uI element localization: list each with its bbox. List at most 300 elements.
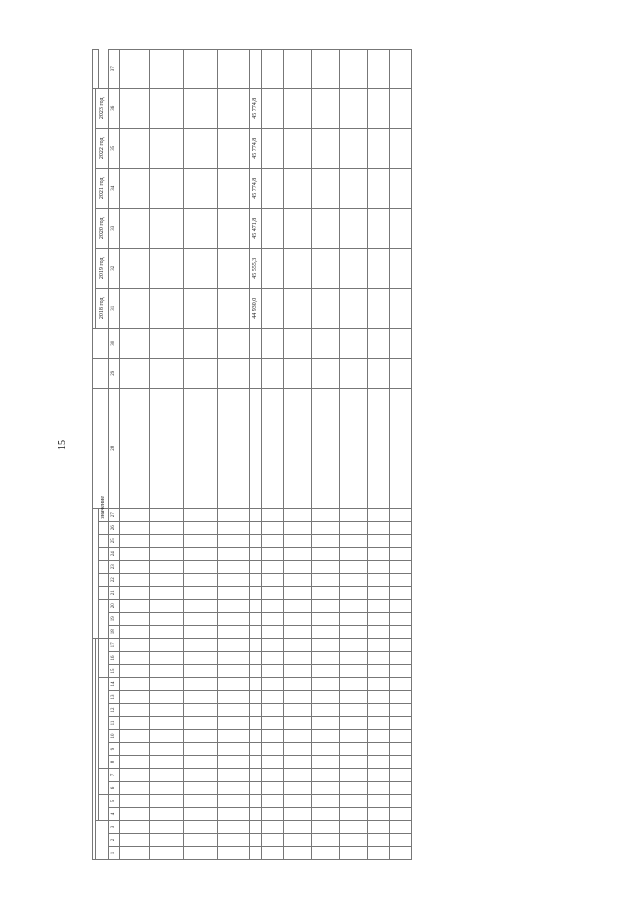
code-cell <box>150 560 184 573</box>
column-number-cell: 18 <box>109 625 120 638</box>
row-year-value-cell <box>150 168 184 208</box>
code-cell <box>262 521 284 534</box>
code-cell <box>120 599 150 612</box>
code-cell <box>368 704 390 717</box>
row-final-cell <box>284 49 312 88</box>
code-cell <box>184 782 218 795</box>
code-cell <box>184 730 218 743</box>
code-cell <box>150 821 184 834</box>
subsection-header <box>99 769 109 795</box>
row-year-value-cell <box>218 208 250 248</box>
code-cell <box>284 756 312 769</box>
code-cell <box>312 599 340 612</box>
code-cell <box>390 743 412 756</box>
row-year-value-cell <box>340 88 368 128</box>
code-cell <box>218 612 250 625</box>
code-cell <box>312 678 340 691</box>
code-cell <box>368 586 390 599</box>
table-row <box>390 49 412 859</box>
column-number-cell: 3 <box>109 821 120 834</box>
code-cell <box>368 847 390 860</box>
code-cell <box>368 730 390 743</box>
column-number-cell: 8 <box>109 756 120 769</box>
year-2021-header: 2021 год <box>96 168 109 208</box>
code-cell <box>340 599 368 612</box>
code-cell <box>284 652 312 665</box>
row-year-value-cell <box>390 128 412 168</box>
code-cell <box>312 573 340 586</box>
column-number-cell: 33 <box>109 208 120 248</box>
code-cell <box>284 625 312 638</box>
code-cell <box>262 808 284 821</box>
code-cell <box>312 769 340 782</box>
row-year-value-cell <box>262 208 284 248</box>
code-cell <box>340 756 368 769</box>
code-cell <box>184 704 218 717</box>
code-cell <box>250 795 262 808</box>
row-year-value-cell <box>218 248 250 288</box>
code-cell <box>150 847 184 860</box>
table-row <box>120 49 150 859</box>
row-final-cell <box>120 49 150 88</box>
code-cell <box>390 847 412 860</box>
column-number-cell: 9 <box>109 743 120 756</box>
code-cell <box>184 547 218 560</box>
row-base-cell <box>284 328 312 358</box>
code-cell <box>284 691 312 704</box>
code-cell <box>184 534 218 547</box>
row-year-value-cell <box>218 88 250 128</box>
code-cell <box>312 586 340 599</box>
row-year-value-cell <box>368 248 390 288</box>
row-year-value-cell <box>312 288 340 328</box>
code-cell <box>312 821 340 834</box>
row-year-value-cell <box>120 288 150 328</box>
code-cell <box>250 573 262 586</box>
code-cell <box>120 625 150 638</box>
column-number-cell: 34 <box>109 168 120 208</box>
code-cell <box>368 756 390 769</box>
row-year-value-cell <box>150 208 184 248</box>
column-number-cell: 10 <box>109 730 120 743</box>
code-cell <box>368 508 390 521</box>
row-unit-cell <box>262 358 284 388</box>
row-year-value-cell <box>390 288 412 328</box>
row-year-value-cell <box>120 128 150 168</box>
column-number-cell: 6 <box>109 782 120 795</box>
code-cell <box>218 808 250 821</box>
code-cell <box>312 612 340 625</box>
code-cell <box>218 508 250 521</box>
row-unit-cell <box>184 358 218 388</box>
code-cell <box>390 756 412 769</box>
code-cell <box>250 586 262 599</box>
code-cell <box>340 534 368 547</box>
code-cell <box>150 652 184 665</box>
table-row <box>312 49 340 859</box>
code-cell <box>184 678 218 691</box>
final-value-column-header <box>93 49 99 88</box>
code-cell <box>184 756 218 769</box>
row-year-value-cell <box>184 88 218 128</box>
code-cell <box>284 808 312 821</box>
expense-kind-header <box>99 638 109 677</box>
code-cell <box>150 717 184 730</box>
code-cell <box>368 821 390 834</box>
code-cell <box>250 808 262 821</box>
code-cell <box>218 795 250 808</box>
code-cell <box>218 847 250 860</box>
code-cell <box>340 678 368 691</box>
row-final-cell <box>150 49 184 88</box>
code-cell <box>218 638 250 651</box>
code-cell <box>120 652 150 665</box>
row-year-value-cell <box>340 168 368 208</box>
row-name-cell <box>120 388 150 508</box>
row-year-value-cell: 45 471,8 <box>250 208 262 248</box>
program-table <box>92 49 412 860</box>
code-cell <box>150 638 184 651</box>
column-number-cell: 22 <box>109 573 120 586</box>
code-cell <box>218 821 250 834</box>
analytical-subcode-3 <box>99 573 109 586</box>
code-cell <box>284 795 312 808</box>
row-year-value-cell <box>368 88 390 128</box>
code-cell <box>218 730 250 743</box>
code-cell <box>368 638 390 651</box>
row-final-cell <box>340 49 368 88</box>
code-cell <box>284 599 312 612</box>
row-year-value-cell <box>368 168 390 208</box>
row-year-value-cell: 45 555,3 <box>250 248 262 288</box>
row-year-value-cell <box>368 208 390 248</box>
row-final-cell <box>218 49 250 88</box>
row-year-value-cell <box>312 208 340 248</box>
code-cell <box>340 782 368 795</box>
code-cell <box>312 834 340 847</box>
code-cell <box>368 612 390 625</box>
code-cell <box>284 560 312 573</box>
column-number-cell: 15 <box>109 665 120 678</box>
code-cell <box>218 717 250 730</box>
row-year-value-cell <box>312 88 340 128</box>
code-cell <box>250 638 262 651</box>
code-cell <box>390 795 412 808</box>
code-cell <box>340 547 368 560</box>
code-cell <box>284 782 312 795</box>
code-cell <box>340 665 368 678</box>
code-cell <box>390 678 412 691</box>
code-cell <box>218 625 250 638</box>
code-cell <box>150 573 184 586</box>
column-number-cell: 25 <box>109 534 120 547</box>
code-cell <box>390 821 412 834</box>
code-cell <box>284 834 312 847</box>
analytical-subcode-2 <box>99 586 109 599</box>
code-cell <box>150 769 184 782</box>
code-cell <box>312 665 340 678</box>
code-cell <box>368 834 390 847</box>
code-cell <box>218 560 250 573</box>
code-cell <box>184 834 218 847</box>
code-cell <box>312 717 340 730</box>
code-cell <box>312 691 340 704</box>
code-cell <box>184 821 218 834</box>
row-name-cell <box>262 388 284 508</box>
column-number-cell: 14 <box>109 678 120 691</box>
code-cell <box>368 547 390 560</box>
code-cell <box>368 534 390 547</box>
code-cell <box>284 534 312 547</box>
row-year-value-cell <box>150 128 184 168</box>
page-number: 15 <box>57 440 68 450</box>
code-cell <box>218 599 250 612</box>
code-cell <box>390 704 412 717</box>
code-cell <box>368 691 390 704</box>
code-cell <box>390 547 412 560</box>
row-name-cell <box>250 388 262 508</box>
code-cell <box>120 834 150 847</box>
row-year-value-cell <box>284 168 312 208</box>
code-cell <box>262 847 284 860</box>
code-cell <box>120 782 150 795</box>
row-year-value-cell <box>284 128 312 168</box>
code-cell <box>150 508 184 521</box>
column-number-cell: 13 <box>109 691 120 704</box>
code-cell <box>250 834 262 847</box>
code-cell <box>250 599 262 612</box>
code-cell <box>218 756 250 769</box>
code-cell <box>184 743 218 756</box>
code-cell <box>340 704 368 717</box>
code-cell <box>120 769 150 782</box>
code-cell <box>120 612 150 625</box>
code-cell <box>390 573 412 586</box>
row-year-value-cell <box>120 248 150 288</box>
code-cell <box>250 665 262 678</box>
column-number-cell: 23 <box>109 560 120 573</box>
code-cell <box>184 769 218 782</box>
column-number-cell: 11 <box>109 717 120 730</box>
code-cell <box>284 547 312 560</box>
code-cell <box>218 652 250 665</box>
code-cell <box>150 730 184 743</box>
code-cell <box>340 769 368 782</box>
row-year-value-cell <box>262 248 284 288</box>
code-cell <box>368 599 390 612</box>
code-cell <box>150 665 184 678</box>
code-cell <box>120 534 150 547</box>
code-cell <box>250 521 262 534</box>
column-number-cell: 4 <box>109 808 120 821</box>
code-cell <box>184 560 218 573</box>
code-cell <box>184 612 218 625</box>
column-number-cell: 20 <box>109 599 120 612</box>
code-cell <box>390 612 412 625</box>
row-unit-cell <box>368 358 390 388</box>
row-name-cell <box>150 388 184 508</box>
code-cell <box>218 521 250 534</box>
row-year-value-cell <box>312 248 340 288</box>
code-cell <box>390 808 412 821</box>
row-year-value-cell <box>340 128 368 168</box>
code-cell <box>262 834 284 847</box>
code-cell <box>120 743 150 756</box>
column-number-cell: 35 <box>109 128 120 168</box>
code-cell <box>284 573 312 586</box>
code-cell <box>150 586 184 599</box>
admin-code-header <box>96 821 109 860</box>
code-cell <box>262 547 284 560</box>
base-value-column-header <box>93 328 109 358</box>
row-year-value-cell <box>312 128 340 168</box>
row-name-cell <box>368 388 390 508</box>
code-cell <box>312 704 340 717</box>
code-cell <box>312 638 340 651</box>
row-name-cell <box>284 388 312 508</box>
row-name-cell <box>312 388 340 508</box>
table-row <box>284 49 312 859</box>
code-cell <box>250 547 262 560</box>
code-cell <box>120 638 150 651</box>
code-cell <box>340 638 368 651</box>
code-cell <box>340 795 368 808</box>
code-cell <box>184 795 218 808</box>
code-cell <box>250 678 262 691</box>
table-row <box>262 49 284 859</box>
code-cell <box>284 521 312 534</box>
code-cell <box>284 612 312 625</box>
code-cell <box>218 678 250 691</box>
row-year-value-cell <box>150 248 184 288</box>
code-cell <box>250 612 262 625</box>
code-cell <box>390 560 412 573</box>
code-cell <box>312 782 340 795</box>
code-cell <box>184 638 218 651</box>
code-cell <box>184 665 218 678</box>
code-cell <box>262 625 284 638</box>
code-cell <box>340 508 368 521</box>
code-cell <box>150 612 184 625</box>
code-cell <box>218 691 250 704</box>
code-cell <box>368 665 390 678</box>
code-cell <box>262 586 284 599</box>
code-cell <box>250 534 262 547</box>
code-cell <box>312 534 340 547</box>
code-cell <box>368 743 390 756</box>
row-base-cell <box>368 328 390 358</box>
code-cell <box>368 808 390 821</box>
row-year-value-cell <box>284 248 312 288</box>
table-row <box>184 49 218 859</box>
row-year-value-cell <box>390 248 412 288</box>
code-cell <box>262 756 284 769</box>
row-final-cell <box>390 49 412 88</box>
code-cell <box>184 717 218 730</box>
row-year-value-cell <box>218 288 250 328</box>
row-year-value-cell <box>184 248 218 288</box>
code-cell <box>262 573 284 586</box>
code-cell <box>184 508 218 521</box>
code-cell <box>150 834 184 847</box>
code-cell <box>184 691 218 704</box>
row-year-value-cell <box>340 288 368 328</box>
code-cell <box>150 678 184 691</box>
column-number-row <box>109 49 120 859</box>
code-cell <box>340 560 368 573</box>
column-number-cell: 27 <box>109 508 120 521</box>
row-year-value-cell <box>390 208 412 248</box>
code-cell <box>120 678 150 691</box>
row-year-value-cell <box>284 88 312 128</box>
code-cell <box>390 665 412 678</box>
row-unit-cell <box>390 358 412 388</box>
code-cell <box>312 743 340 756</box>
code-cell <box>340 521 368 534</box>
row-base-cell <box>312 328 340 358</box>
code-cell <box>368 573 390 586</box>
row-year-value-cell <box>340 248 368 288</box>
row-unit-cell <box>312 358 340 388</box>
row-unit-cell <box>150 358 184 388</box>
code-cell <box>120 547 150 560</box>
unit-column-header <box>93 358 109 388</box>
code-cell <box>340 743 368 756</box>
code-cell <box>150 782 184 795</box>
code-cell <box>218 743 250 756</box>
year-2023-header: 2023 год <box>96 88 109 128</box>
code-cell <box>262 743 284 756</box>
code-cell <box>150 599 184 612</box>
column-number-cell: 21 <box>109 586 120 599</box>
code-cell <box>390 521 412 534</box>
code-cell <box>218 769 250 782</box>
code-cell <box>218 704 250 717</box>
row-year-value-cell <box>390 168 412 208</box>
row-year-value-cell: 45 774,8 <box>250 88 262 128</box>
row-year-value-cell <box>262 88 284 128</box>
row-year-value-cell <box>284 208 312 248</box>
column-number-cell: 31 <box>109 288 120 328</box>
rotated-program-table <box>92 66 602 860</box>
code-cell <box>262 821 284 834</box>
code-cell <box>340 717 368 730</box>
code-cell <box>120 573 150 586</box>
row-year-value-cell <box>368 128 390 168</box>
column-number-cell: 36 <box>109 88 120 128</box>
code-cell <box>184 808 218 821</box>
row-final-cell <box>312 49 340 88</box>
column-number-cell: 24 <box>109 547 120 560</box>
code-cell <box>218 586 250 599</box>
code-cell <box>120 704 150 717</box>
row-year-value-cell <box>184 168 218 208</box>
analytical-subcode-1 <box>99 599 109 638</box>
code-cell <box>368 560 390 573</box>
column-number-cell: 1 <box>109 847 120 860</box>
code-cell <box>218 573 250 586</box>
row-unit-cell <box>218 358 250 388</box>
year-2022-header: 2022 год <box>96 128 109 168</box>
column-number-cell: 29 <box>109 358 120 388</box>
row-unit-cell <box>340 358 368 388</box>
table-row <box>340 49 368 859</box>
row-year-value-cell <box>150 288 184 328</box>
row-year-value-cell <box>262 288 284 328</box>
code-cell <box>184 652 218 665</box>
code-cell <box>284 717 312 730</box>
code-cell <box>262 704 284 717</box>
